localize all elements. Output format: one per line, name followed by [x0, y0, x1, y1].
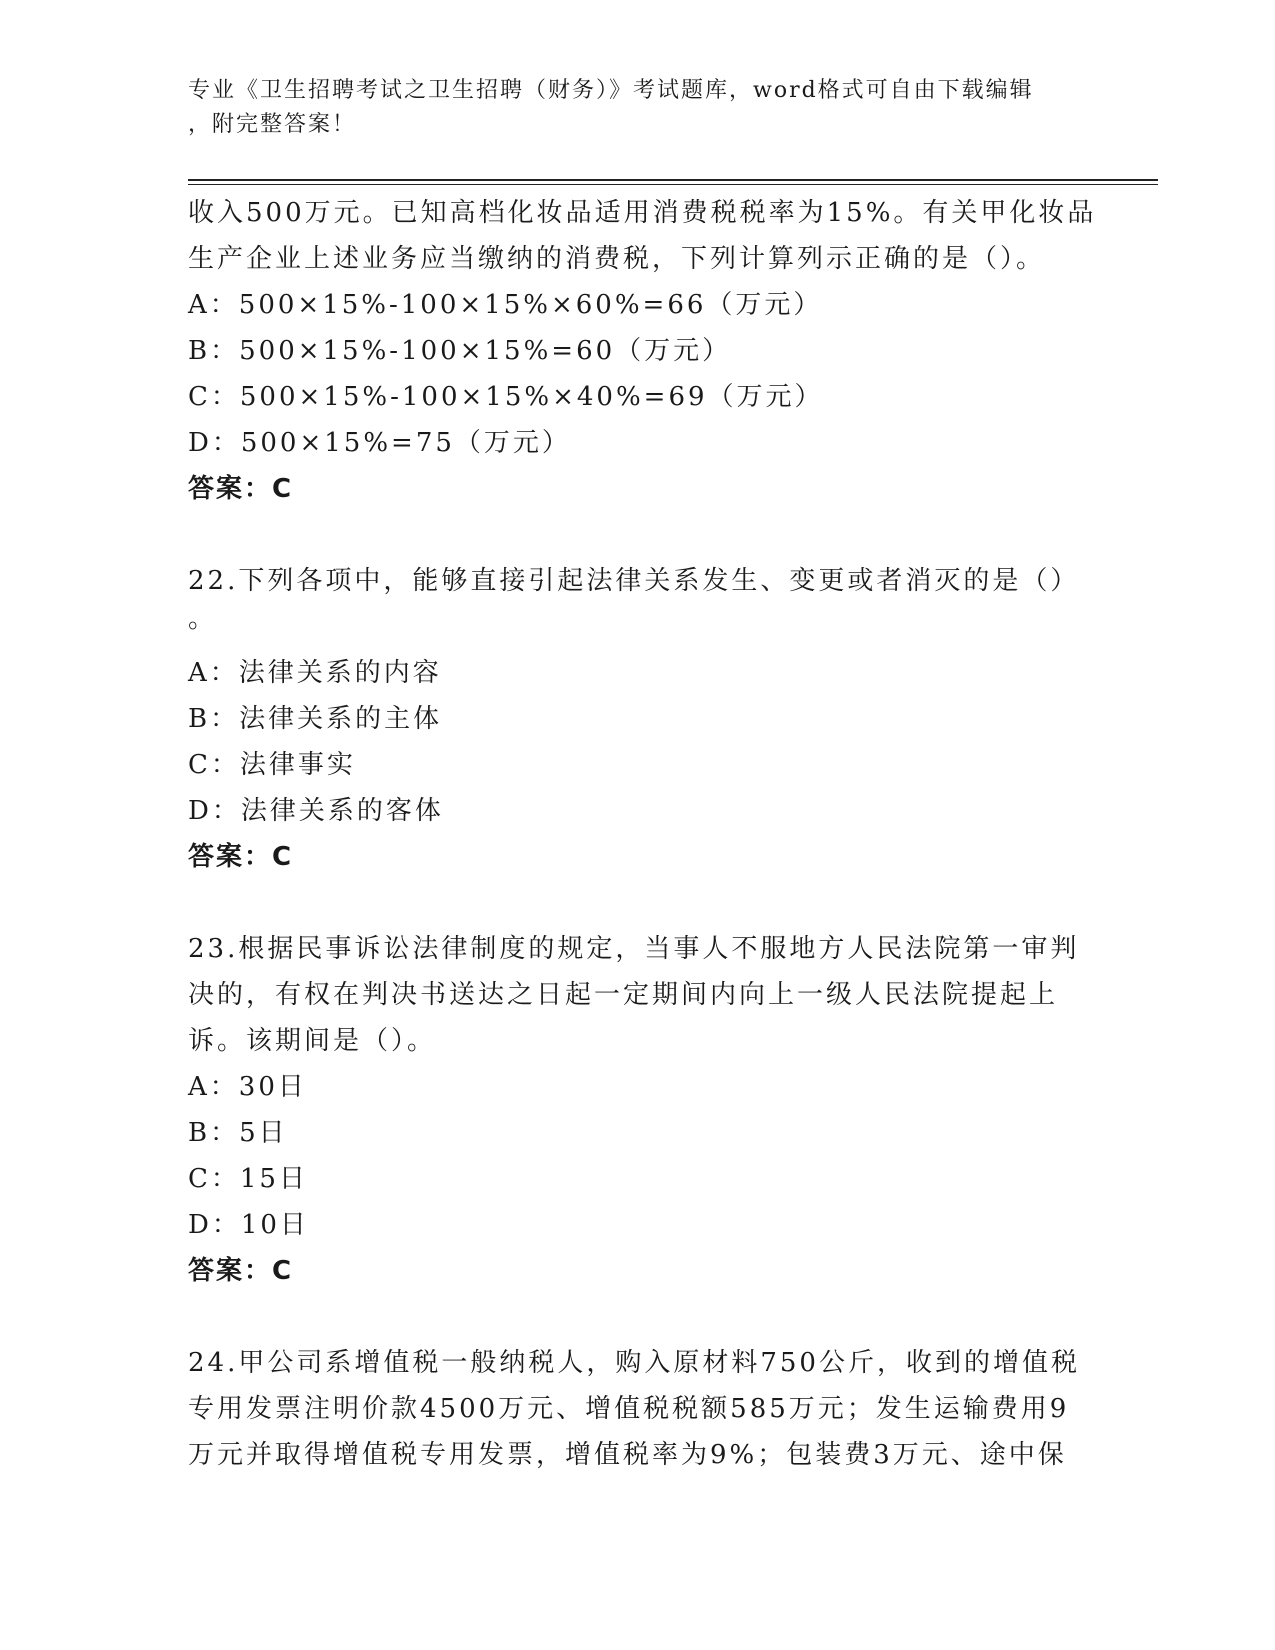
- option-d: D：法律关系的客体: [188, 796, 444, 826]
- option-c: C：法律事实: [188, 750, 356, 780]
- question-stem-line: 专用发票注明价款4500万元、增值税税额585万元；发生运输费用9: [188, 1394, 1070, 1424]
- answer-line: 答案：C: [188, 842, 294, 872]
- spacer: [188, 880, 1088, 926]
- option-b: B：法律关系的主体: [188, 704, 443, 734]
- question-stem-line: 23.根据民事诉讼法律制度的规定，当事人不服地方人民法院第一审判: [188, 934, 1080, 964]
- spacer: [188, 1294, 1088, 1340]
- option-d: D：500×15%=75（万元）: [188, 428, 571, 458]
- option-a: A：法律关系的内容: [188, 658, 442, 688]
- header-rule-thick: [188, 179, 1158, 181]
- answer-line: 答案：C: [188, 474, 294, 504]
- option-b: B：500×15%-100×15%=60（万元）: [188, 336, 732, 366]
- option-c: C：15日: [188, 1164, 308, 1194]
- option-a: A：30日: [188, 1072, 307, 1102]
- option-d: D：10日: [188, 1210, 309, 1240]
- question-stem-line: 收入500万元。已知高档化妆品适用消费税税率为15%。有关甲化妆品: [188, 198, 1097, 228]
- header-rule-thin: [188, 184, 1158, 185]
- option-a: A：500×15%-100×15%×60%=66（万元）: [188, 290, 823, 320]
- question-stem-line: 万元并取得增值税专用发票，增值税率为9%；包装费3万元、途中保: [188, 1440, 1067, 1470]
- question-24: [188, 1340, 1088, 1478]
- answer-line: 答案：C: [188, 1256, 294, 1286]
- page-header: [188, 74, 1068, 142]
- question-list: [188, 190, 1097, 1478]
- option-b: B：5日: [188, 1118, 288, 1148]
- question-23: [188, 926, 1088, 1294]
- question-stem-line: 。: [188, 604, 218, 634]
- header-line-2: ，附完整答案！: [188, 112, 357, 137]
- question-stem-line: 诉。该期间是（）。: [188, 1026, 437, 1056]
- question-stem-line: 22.下列各项中，能够直接引起法律关系发生、变更或者消灭的是（）: [188, 566, 1080, 596]
- question-stem-line: 生产企业上述业务应当缴纳的消费税，下列计算列示正确的是（）。: [188, 244, 1046, 274]
- header-line-1: 专业《卫生招聘考试之卫生招聘（财务）》考试题库，word格式可自由下载编辑: [188, 78, 1034, 103]
- question-stem-line: 24.甲公司系增值税一般纳税人，购入原材料750公斤，收到的增值税: [188, 1348, 1080, 1378]
- question-22: [188, 558, 1088, 880]
- spacer: [188, 512, 1088, 558]
- option-c: C：500×15%-100×15%×40%=69（万元）: [188, 382, 824, 412]
- question-stem-line: 决的，有权在判决书送达之日起一定期间内向上一级人民法院提起上: [188, 980, 1059, 1010]
- question-21: [188, 190, 1097, 512]
